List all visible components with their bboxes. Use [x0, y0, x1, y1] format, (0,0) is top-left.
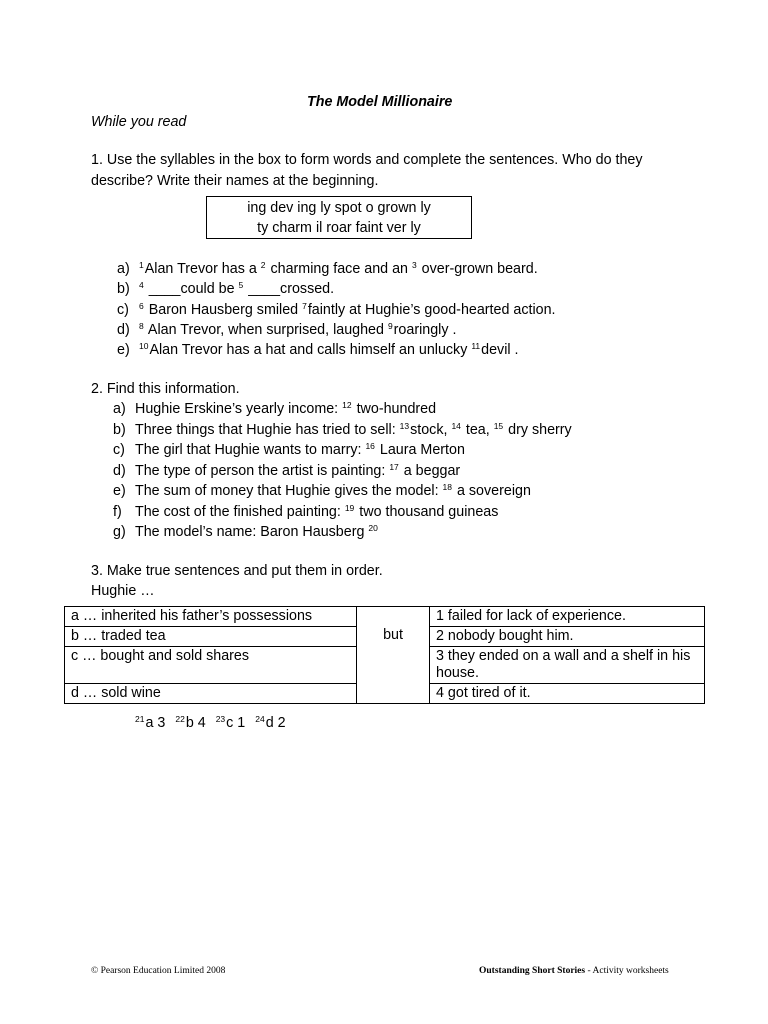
list-item-label: e) — [113, 483, 126, 499]
list-item-label: a) — [113, 401, 126, 417]
list-item-label: f) — [113, 503, 122, 520]
table-cell-right: 1 failed for lack of experience. — [430, 607, 705, 627]
list-item-label: b) — [117, 281, 130, 298]
answer-number: 21 — [135, 714, 145, 724]
blank-number: 4 — [139, 280, 144, 291]
item-text: Alan Trevor has a — [144, 261, 261, 277]
table-cell-connector: but — [357, 607, 430, 704]
item-text: dry sherry — [504, 421, 572, 438]
matching-table — [64, 606, 705, 704]
question-1-line-2: describe? Write their names at the beginning. — [91, 173, 379, 189]
list-item-label: e) — [117, 342, 130, 359]
syllable-box — [206, 196, 472, 239]
list-item-content — [135, 422, 572, 439]
blank-number: 16 — [365, 441, 375, 451]
item-text: Baron Hausberg smiled — [144, 301, 303, 318]
item-text: The type of person the artist is painting: — [135, 462, 390, 479]
question-3-heading: 3. Make true sentences and put them in order. — [91, 563, 383, 579]
blank-number: 15 — [493, 420, 504, 431]
item-text: tea, — [461, 421, 494, 438]
blank-number: 5 — [238, 280, 244, 291]
table-cell-left: d … sold wine — [65, 684, 357, 704]
item-text: faintly at Hughie’s good-hearted action. — [307, 301, 556, 318]
item-text: Three things that Hughie has tried to sell: — [135, 421, 400, 438]
item-text: stock, — [410, 421, 452, 438]
question-1-line-1: 1. Use the syllables in the box to form words and complete the sentences. Who do they — [91, 152, 643, 168]
list-item-label: a) — [117, 261, 130, 277]
table-cell-left: a … inherited his father’s possessions — [65, 607, 357, 627]
list-item-label: c) — [113, 442, 125, 458]
item-text: over-grown beard. — [417, 261, 538, 277]
table-cell-right: 2 nobody bought him. — [430, 627, 705, 647]
list-item-content — [135, 463, 460, 480]
item-text: Alan Trevor, when surprised, laughed — [144, 321, 388, 338]
blank-number: 11 — [471, 341, 481, 352]
item-text: a sovereign — [453, 483, 531, 499]
answer-text: c 1 — [226, 715, 246, 731]
list-item-label: d) — [117, 321, 130, 338]
blank-number: 1 — [139, 260, 144, 270]
answer-key — [135, 715, 296, 732]
item-text: The sum of money that Hughie gives the model: — [135, 483, 443, 499]
blank-number: 12 — [342, 400, 352, 410]
table-cell-right: 4 got tired of it. — [430, 684, 705, 704]
list-item-label: g) — [113, 524, 126, 540]
item-text: Hughie Erskine’s yearly income: — [135, 401, 343, 417]
answer-item — [216, 715, 246, 731]
blank-number: 2 — [260, 260, 266, 270]
list-item-content — [139, 261, 538, 278]
blank-number: 14 — [451, 420, 461, 431]
answer-number: 22 — [175, 714, 185, 724]
blank-number: 19 — [344, 502, 355, 513]
item-text: ____could be — [144, 281, 239, 298]
item-text: two-hundred — [352, 401, 437, 417]
answer-item — [175, 715, 205, 731]
blank-number: 18 — [442, 482, 453, 492]
answer-number: 23 — [215, 714, 226, 724]
item-text: charming face and an — [266, 261, 412, 277]
footer-series-subtitle: - Activity worksheets — [585, 966, 669, 976]
answer-item — [135, 715, 165, 731]
item-text: The model’s name: Baron Hausberg — [135, 524, 369, 540]
table-row — [65, 607, 705, 627]
item-text: Laura Merton — [375, 442, 465, 458]
blank-number: 17 — [389, 461, 399, 472]
list-item-content — [139, 342, 519, 359]
blank-number: 9 — [387, 320, 393, 331]
item-text: The cost of the finished painting: — [135, 503, 345, 520]
list-item-content — [135, 442, 465, 459]
question-3-subject: Hughie … — [91, 583, 155, 599]
section-subtitle: While you read — [91, 114, 187, 130]
list-item-content — [135, 504, 498, 521]
list-item-content — [135, 524, 379, 541]
item-text: devil . — [481, 342, 519, 359]
list-item-content — [139, 302, 556, 319]
page-title: The Model Millionaire — [307, 94, 453, 110]
answer-item — [255, 715, 285, 731]
blank-number: 8 — [139, 320, 144, 331]
syllable-box-line-1: ing dev ing ly spot o grown ly — [247, 200, 431, 216]
list-item-label: d) — [113, 462, 126, 479]
list-item-content — [135, 401, 436, 418]
table-cell-left: c … bought and sold shares — [65, 647, 357, 684]
item-text: roaringly . — [393, 321, 457, 338]
blank-number: 3 — [411, 260, 417, 270]
list-item-content — [139, 322, 456, 339]
item-text: The girl that Hughie wants to marry: — [135, 442, 366, 458]
blank-number: 13 — [399, 420, 410, 431]
footer-series — [479, 966, 669, 976]
footer-series-title: Outstanding Short Stories — [479, 966, 586, 976]
question-2-heading: 2. Find this information. — [91, 381, 240, 397]
answer-number: 24 — [255, 714, 265, 724]
item-text: two thousand guineas — [355, 503, 499, 520]
list-item-label: c) — [117, 301, 129, 318]
blank-number: 6 — [139, 300, 144, 311]
item-text: ____crossed. — [244, 281, 335, 298]
answer-text: b 4 — [185, 715, 206, 731]
blank-number: 7 — [302, 300, 307, 311]
list-item-content — [139, 281, 334, 298]
answer-text: a 3 — [145, 715, 166, 731]
footer-copyright: © Pearson Education Limited 2008 — [91, 966, 226, 976]
answer-text: d 2 — [265, 715, 286, 731]
table-cell-left: b … traded tea — [65, 627, 357, 647]
list-item-content — [135, 483, 531, 500]
blank-number: 10 — [139, 341, 149, 352]
syllable-box-line-2: ty charm il roar faint ver ly — [257, 220, 421, 236]
blank-number: 20 — [368, 523, 378, 533]
table-cell-right: 3 they ended on a wall and a shelf in his house. — [430, 647, 705, 684]
item-text: Alan Trevor has a hat and calls himself an unlucky — [149, 342, 472, 359]
list-item-label: b) — [113, 421, 126, 438]
item-text: a beggar — [399, 462, 461, 479]
